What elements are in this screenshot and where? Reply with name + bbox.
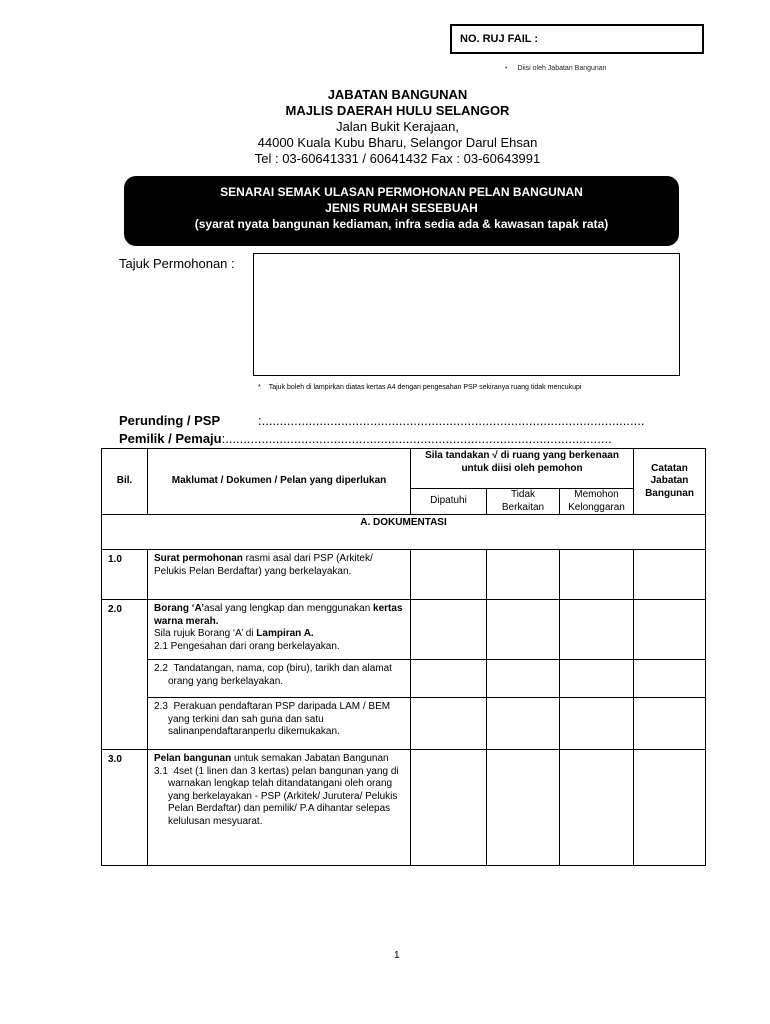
row-bold-text: Borang ‘A’ xyxy=(154,603,205,614)
row-item-text: 4set (1 linen dan 3 kertas) pelan bangunan yang di warnakan lengkap telah ditandatangani oleh orang yang berkelayakan - PSP (Arkitek/ Jurutera/ Pelukis Pelan Berdaftar) dan pemilik/ P.A dihantar selepas kelulusan mesyuarat. xyxy=(168,765,399,827)
letterhead xyxy=(0,87,770,167)
banner-line-1: SENARAI SEMAK ULASAN PERMOHONAN PELAN BANGUNAN xyxy=(220,185,583,199)
row-item: 2.1 Pengesahan dari orang berkelayakan. xyxy=(154,640,340,652)
row-text: rasmi asal dari PSP (Arkitek/ Pelukis Pelan Berdaftar) yang berkelayakan. xyxy=(154,553,373,577)
page-number: 1 xyxy=(394,950,400,961)
catatan-cell[interactable] xyxy=(634,660,706,698)
row-description xyxy=(148,550,411,600)
check-tidak-berkaitan[interactable] xyxy=(487,550,560,600)
catatan-cell[interactable] xyxy=(634,600,706,660)
table-row xyxy=(102,600,706,660)
banner-line-2: JENIS RUMAH SESEBUAH xyxy=(325,201,478,215)
check-dipatuhi[interactable] xyxy=(411,750,487,866)
row-number: 1.0 xyxy=(102,550,148,600)
row-text: untuk semakan Jabatan Bangunan xyxy=(231,753,389,764)
header-sila-text: Sila tandakan √ di ruang yang berkenaan untuk diisi oleh pemohon xyxy=(425,450,619,474)
row-item-number: 3.1 xyxy=(154,765,168,777)
asterisk-icon: * xyxy=(258,384,261,391)
check-tidak-berkaitan[interactable] xyxy=(487,660,560,698)
form-title-banner xyxy=(124,176,679,246)
row-description xyxy=(148,698,411,750)
tajuk-note-text: Tajuk boleh di lampirkan diatas kertas A4 dengan pengesahan PSP sekiranya ruang tidak mencukupi xyxy=(268,384,582,391)
checklist-table xyxy=(101,448,706,866)
tajuk-note xyxy=(258,384,581,391)
tajuk-label: Tajuk Permohonan : xyxy=(119,256,235,271)
header-maklumat xyxy=(148,449,411,515)
row-item-number: 2.3 xyxy=(154,701,168,712)
catatan-cell[interactable] xyxy=(634,750,706,866)
bullet-icon: • xyxy=(505,65,508,72)
row-item-text: Tandatangan, nama, cop (biru), tarikh dan alamat orang yang berkelayakan. xyxy=(168,663,392,687)
check-tidak-berkaitan[interactable] xyxy=(487,750,560,866)
row-number: 2.0 xyxy=(102,600,148,750)
header-catatan xyxy=(634,449,706,515)
check-memohon[interactable] xyxy=(560,698,634,750)
catatan-cell[interactable] xyxy=(634,550,706,600)
row-bold-text: Surat permohonan xyxy=(154,553,243,564)
section-a-heading: A. DOKUMENTASI xyxy=(102,515,706,550)
council-name: MAJLIS DAERAH HULU SELANGOR xyxy=(285,103,510,118)
header-dipatuhi: Dipatuhi xyxy=(411,489,487,515)
row-bold-text: Lampiran A. xyxy=(256,628,314,639)
banner-line-3: (syarat nyata bangunan kediaman, infra sedia ada & kawasan tapak rata) xyxy=(194,217,609,231)
check-memohon[interactable] xyxy=(560,660,634,698)
check-memohon[interactable] xyxy=(560,600,634,660)
perunding-label: Perunding / PSP xyxy=(119,413,221,428)
check-tidak-berkaitan[interactable] xyxy=(487,698,560,750)
check-dipatuhi[interactable] xyxy=(411,660,487,698)
perunding-field[interactable] xyxy=(119,413,645,428)
contact-line: Tel : 03-60641331 / 60641432 Fax : 03-60643991 xyxy=(254,151,541,166)
address-line-1: Jalan Bukit Kerajaan, xyxy=(336,119,459,134)
catatan-cell[interactable] xyxy=(634,698,706,750)
table-row xyxy=(102,550,706,600)
row-description xyxy=(148,600,411,660)
ruj-fail-note xyxy=(505,65,607,72)
row-item-text: Perakuan pendaftaran PSP daripada LAM / BEM yang terkini dan sah guna dan satu salinanpendaftaranperlu dikemukakan. xyxy=(168,701,391,737)
perunding-dots: :.......................................................................................................... xyxy=(258,413,645,428)
row-bold-text: kertas warna merah. xyxy=(154,603,403,627)
address-line-2: 44000 Kuala Kubu Bharu, Selangor Darul Ehsan xyxy=(257,135,538,150)
pemilik-label: Pemilik / Pemaju xyxy=(119,431,222,446)
row-description xyxy=(148,660,411,698)
header-sila xyxy=(411,449,634,489)
header-catatan-text: Catatan Jabatan Bangunan xyxy=(645,462,694,499)
pemilik-field[interactable] xyxy=(119,431,612,446)
row-item xyxy=(154,766,406,829)
check-dipatuhi[interactable] xyxy=(411,698,487,750)
row-item-number: 2.2 xyxy=(154,663,168,674)
row-item xyxy=(154,663,406,688)
header-maklumat-text: Maklumat / Dokumen / Pelan yang diperlukan xyxy=(171,475,387,487)
table-row xyxy=(102,660,706,698)
check-dipatuhi[interactable] xyxy=(411,550,487,600)
header-tidak-berkaitan xyxy=(487,489,560,515)
ruj-fail-box[interactable] xyxy=(450,24,704,54)
pemilik-dots: :........................................................................................................... xyxy=(221,431,612,446)
row-text: asal yang lengkap dan menggunakan xyxy=(204,603,374,614)
check-tidak-berkaitan[interactable] xyxy=(487,600,560,660)
row-bold-text: Pelan bangunan xyxy=(154,753,232,764)
department-name: JABATAN BANGUNAN xyxy=(327,87,468,102)
row-number: 3.0 xyxy=(102,750,148,866)
check-memohon[interactable] xyxy=(560,550,634,600)
check-dipatuhi[interactable] xyxy=(411,600,487,660)
table-row xyxy=(102,698,706,750)
row-description xyxy=(148,750,411,866)
row-text: Sila rujuk Borang ‘A’ di xyxy=(154,628,257,639)
ruj-fail-label: NO. RUJ FAIL : xyxy=(460,33,539,45)
row-item xyxy=(154,701,406,739)
table-row xyxy=(102,750,706,866)
tajuk-input-box[interactable] xyxy=(253,253,680,376)
header-tidak-text: Tidak Berkaitan xyxy=(501,489,545,513)
header-bil: Bil. xyxy=(102,449,148,515)
check-memohon[interactable] xyxy=(560,750,634,866)
ruj-note-text: Diisi oleh Jabatan Bangunan xyxy=(517,65,607,72)
header-memohon-kelonggaran: Memohon Kelonggaran xyxy=(560,489,634,515)
